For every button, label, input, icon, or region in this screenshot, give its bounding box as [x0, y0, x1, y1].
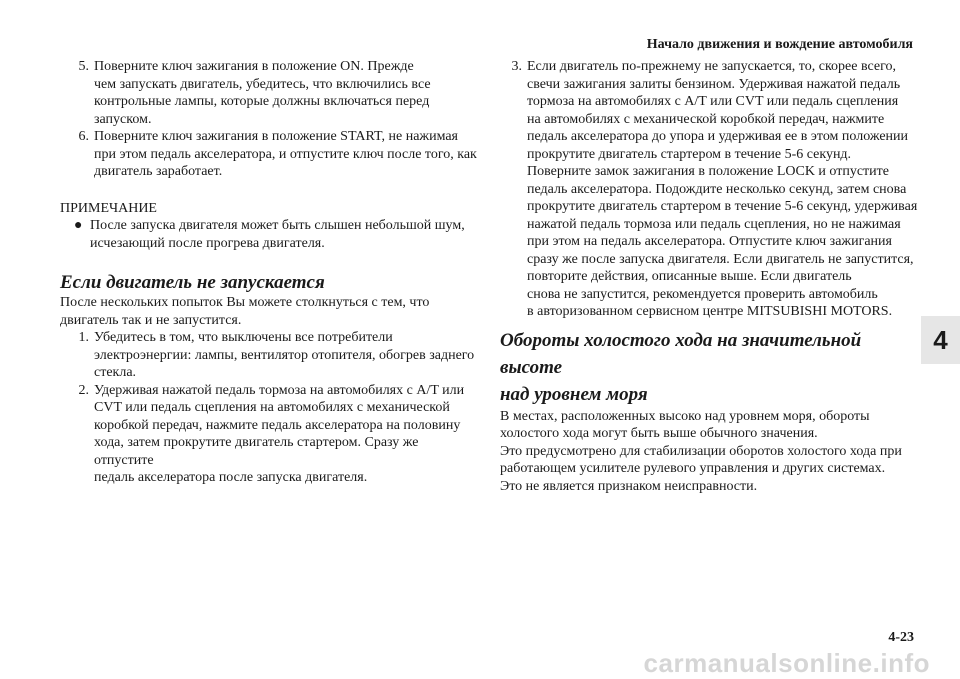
list-item [60, 329, 480, 382]
list-item [60, 58, 480, 128]
step-text: Поверните ключ зажигания в положение ON. Прежде чем запускать двигатель, убедитесь, что включились все контрольные лампы, которые должны включаться перед запуском. [94, 59, 431, 127]
running-header: Начало движения и вождение автомобиля [646, 37, 913, 52]
step-text: Поверните ключ зажигания в положение START, не нажимая при этом педаль акселератора, и отпустите ключ после того, как двигатель заработает. [94, 129, 477, 179]
chapter-tab: 4 [921, 316, 960, 364]
page-number: 4-23 [888, 630, 914, 645]
watermark: carmanualsonline.info [643, 648, 930, 678]
right-column [500, 58, 920, 495]
step-number: 3. [511, 59, 522, 74]
step-number: 5. [78, 59, 89, 74]
note-text: После запуска двигателя может быть слышен небольшой шум, исчезающий после прогрева двигателя. [90, 218, 465, 251]
step-number: 2. [78, 382, 89, 398]
section-body: В местах, расположенных высоко над уровнем моря, обороты холостого хода могут быть выше обычного значения. Это предусмотрено для стабилизации оборотов холостого хода при работающем усилителе рулевого управления и других системах. Это не является признаком неисправности. [500, 408, 902, 494]
step-number: 6. [78, 129, 89, 144]
section-title: Обороты холостого хода на значительной высоте над уровнем моря [500, 329, 862, 405]
step-text: Убедитесь в том, что выключены все потребители электроэнергии: лампы, вентилятор отопителя, обогрев заднего стекла. [94, 330, 475, 380]
step-text: Если двигатель по-прежнему не запускается, то, скорее всего, свечи зажигания залиты бензином. Удерживая нажатой педаль тормоза на автомобилях с A/T или CVT или педаль сцепления на автомобилях с механической коробкой передач, нажмите педаль акселератора до упора и удерживая ее в этом положении прокрутите двигатель стартером в течение 5-6 секунд. Поверните замок зажигания в положение LOCK и отпустите педаль акселератора. Подождите несколько секунд, затем снова прокрутите двигатель стартером в течение 5-6 секунд, удерживая нажатой педаль тормоза или педаль сцепления, но не нажимая при этом на педаль акселератора. Отпустите ключ зажигания сразу же после запуска двигателя. Если двигатель не запустится, повторите действия, описанные выше. Если двигатель снова не запустится, рекомендуется проверить автомобиль в авторизованном сервисном центре MITSUBISHI MOTORS. [527, 59, 918, 319]
left-column [60, 58, 480, 487]
step-number: 1. [78, 330, 89, 345]
note-bullet-item [60, 217, 480, 252]
section-intro: После нескольких попыток Вы можете столкнуться с тем, что двигатель так и не запустится. [60, 295, 430, 328]
step-text: Удерживая нажатой педаль тормоза на автомобилях с A/T или CVT или педаль сцепления на автомобилях с механической коробкой передач, нажмите педаль акселератора на половину хода, затем прокрутите двигатель стартером. Сразу же отпустите педаль акселератора после запуска двигателя. [94, 382, 465, 485]
list-item [500, 58, 920, 321]
note-label: ПРИМЕЧАНИЕ [60, 200, 157, 216]
list-item [60, 128, 480, 181]
section-title: Если двигатель не запускается [60, 272, 325, 293]
bullet-icon: ● [74, 218, 83, 233]
list-item [60, 382, 480, 487]
